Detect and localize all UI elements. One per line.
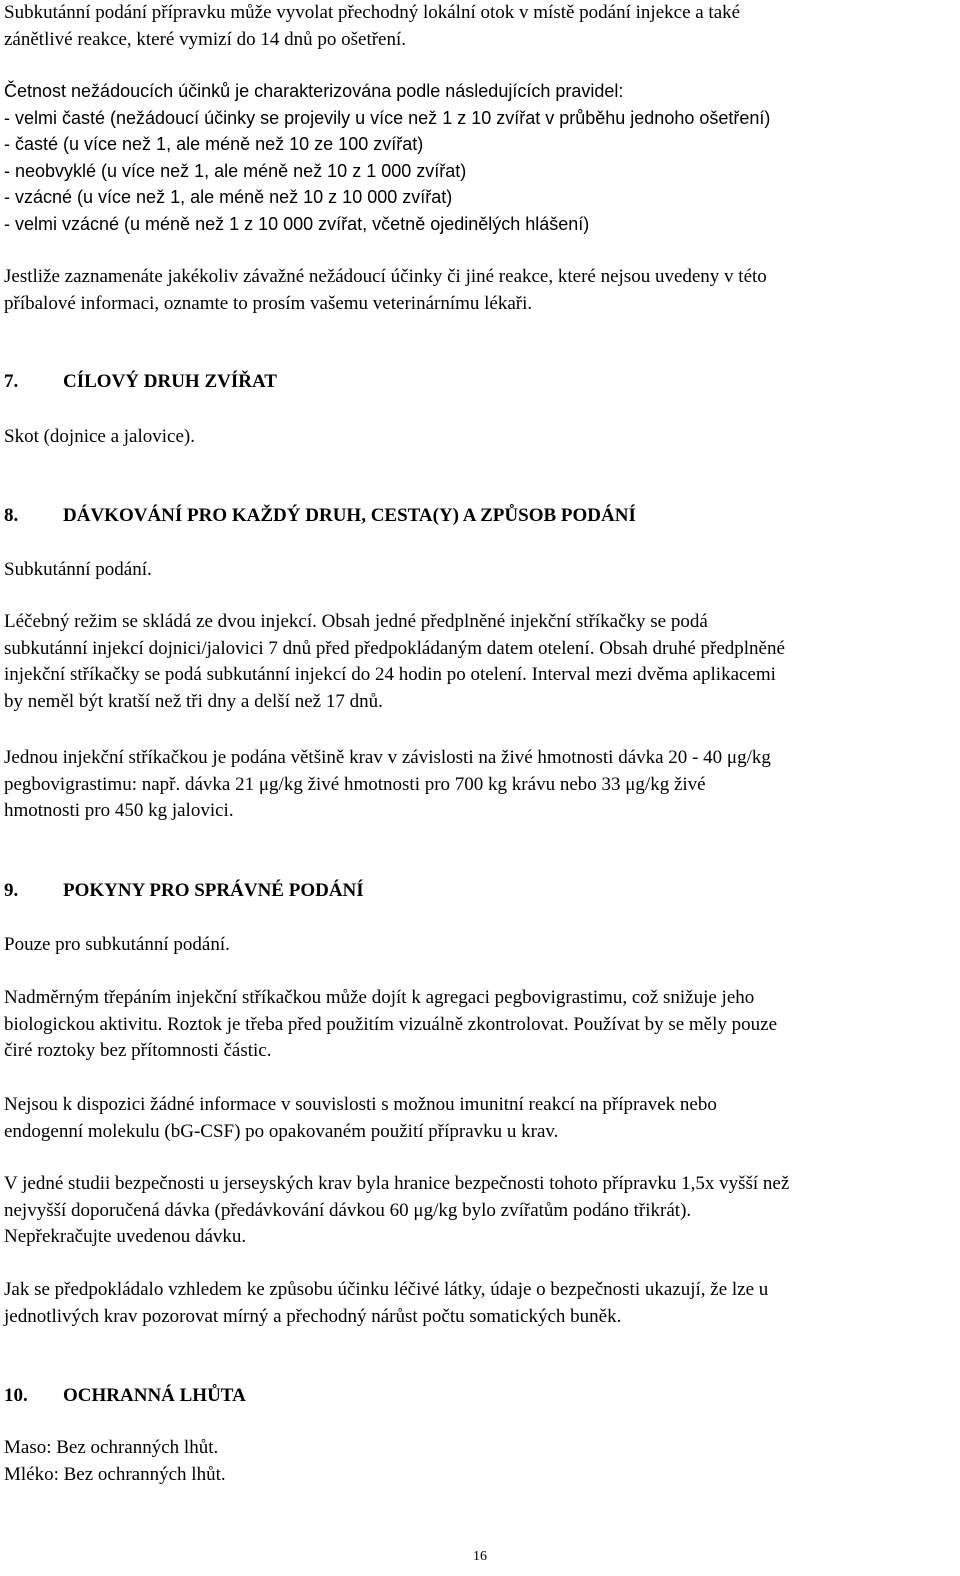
section-7-text: Skot (dojnice a jalovice).: [4, 426, 195, 447]
paragraph-line: jednotlivých krav pozorovat mírný a přechodný nárůst počtu somatických buněk.: [4, 1305, 622, 1327]
section-number: 9.: [4, 880, 19, 901]
paragraph-line: čiré roztoky bez přítomnosti částic.: [4, 1040, 272, 1061]
section-8-heading: [4, 503, 636, 530]
paragraph-line: Nepřekračujte uvedenou dávku.: [4, 1226, 247, 1247]
frequency-title: Četnost nežádoucích účinků je charakterizována podle následujících pravidel:: [4, 81, 624, 101]
page-number: 16: [473, 1549, 487, 1564]
section-number: 7.: [4, 371, 19, 392]
section-8-text: Subkutánní podání.: [4, 559, 152, 580]
paragraph-line: pegbovigrastimu: např. dávka 21 μg/kg živé hmotnosti pro 700 kg krávu nebo 33 μg/kg živé: [4, 773, 706, 795]
section-title: OCHRANNÁ LHŮTA: [63, 1385, 246, 1406]
section-8-dosage-paragraph: [4, 745, 771, 825]
paragraph-line: injekční stříkačky se podá subkutánní injekcí do 24 hodin po otelení. Interval mezi dvěma aplikacemi: [4, 664, 776, 685]
paragraph-line: hmotnosti pro 450 kg jalovici.: [4, 800, 234, 821]
section-7-heading: [4, 369, 277, 396]
paragraph-line: Jak se předpokládalo vzhledem ke způsobu účinku léčivé látky, údaje o bezpečnosti ukazují, že lze u: [4, 1279, 769, 1300]
section-9-paragraph: [4, 985, 777, 1065]
section-title: CÍLOVÝ DRUH ZVÍŘAT: [63, 371, 277, 392]
frequency-block: [4, 78, 770, 237]
paragraph-line: Nadměrným třepáním injekční stříkačkou může dojít k agregaci pegbovigrastimu, což snižuje jeho: [4, 987, 755, 1008]
paragraph-line: nejvyšší doporučená dávka (předávkování dávkou 60 μg/kg bylo zvířatům podáno třikrát).: [4, 1199, 692, 1221]
section-8-paragraph: [4, 609, 785, 715]
report-line: Jestliže zaznamenáte jakékoliv závažné nežádoucí účinky či jiné reakce, které nejsou uvedeny v této: [4, 266, 767, 287]
section-9-text: Pouze pro subkutánní podání.: [4, 934, 230, 955]
paragraph-line: Nejsou k dispozici žádné informace v souvislosti s možnou imunitní reakcí na přípravek nebo: [4, 1094, 717, 1115]
intro-line: Subkutánní podání přípravku může vyvolat přechodný lokální otok v místě podání injekce a také: [4, 2, 741, 23]
section-number: 10.: [4, 1385, 28, 1406]
section-9-heading: [4, 878, 364, 905]
section-10-heading: [4, 1383, 246, 1410]
withdrawal-meat: Maso: Bez ochranných lhůt.: [4, 1437, 219, 1458]
frequency-item: - neobvyklé (u více než 1, ale méně než 10 z 1 000 zvířat): [4, 160, 467, 181]
paragraph-line: Jednou injekční stříkačkou je podána většině krav v závislosti na živé hmotnosti dávka 20 - 40 μg/kg: [4, 747, 771, 768]
section-title: POKYNY PRO SPRÁVNÉ PODÁNÍ: [63, 880, 364, 901]
paragraph-line: Léčebný režim se skládá ze dvou injekcí. Obsah jedné předplněné injekční stříkačky se podá: [4, 611, 708, 632]
section-title: DÁVKOVÁNÍ PRO KAŽDÝ DRUH, CESTA(Y) A ZPŮSOB PODÁNÍ: [63, 505, 636, 526]
paragraph-line: by neměl být kratší než tři dny a delší než 17 dnů.: [4, 690, 383, 712]
report-line: příbalové informaci, oznamte to prosím vašemu veterinárnímu lékaři.: [4, 292, 533, 314]
paragraph-line: subkutánní injekcí dojnici/jalovici 7 dnů před předpokládaným datem otelení. Obsah druhé předplněné: [4, 637, 785, 659]
section-9-paragraph: [4, 1171, 789, 1251]
intro-line: zánětlivé reakce, které vymizí do 14 dnů po ošetření.: [4, 28, 407, 50]
intro-paragraph: [4, 0, 740, 53]
paragraph-line: V jedné studii bezpečnosti u jerseyských krav byla hranice bezpečnosti tohoto přípravku 1,5x vyšší než: [4, 1173, 790, 1194]
paragraph-line: biologickou aktivitu. Roztok je třeba před použitím vizuálně zkontrolovat. Používat by se měly pouze: [4, 1013, 778, 1035]
section-10-text: [4, 1435, 226, 1488]
paragraph-line: endogenní molekulu (bG-CSF) po opakovaném použití přípravku u krav.: [4, 1120, 559, 1142]
withdrawal-milk: Mléko: Bez ochranných lhůt.: [4, 1463, 226, 1485]
frequency-item: - velmi vzácné (u méně než 1 z 10 000 zvířat, včetně ojedinělých hlášení): [4, 213, 590, 234]
section-number: 8.: [4, 505, 19, 526]
section-9-paragraph: [4, 1277, 768, 1330]
section-9-paragraph: [4, 1092, 717, 1145]
frequency-item: - časté (u více než 1, ale méně než 10 ze 100 zvířat): [4, 134, 424, 154]
frequency-item: - velmi časté (nežádoucí účinky se projevily u více než 1 z 10 zvířat v průběhu jednoho ošetření): [4, 107, 771, 128]
report-paragraph: [4, 264, 767, 317]
frequency-item: - vzácné (u více než 1, ale méně než 10 z 10 000 zvířat): [4, 187, 453, 207]
